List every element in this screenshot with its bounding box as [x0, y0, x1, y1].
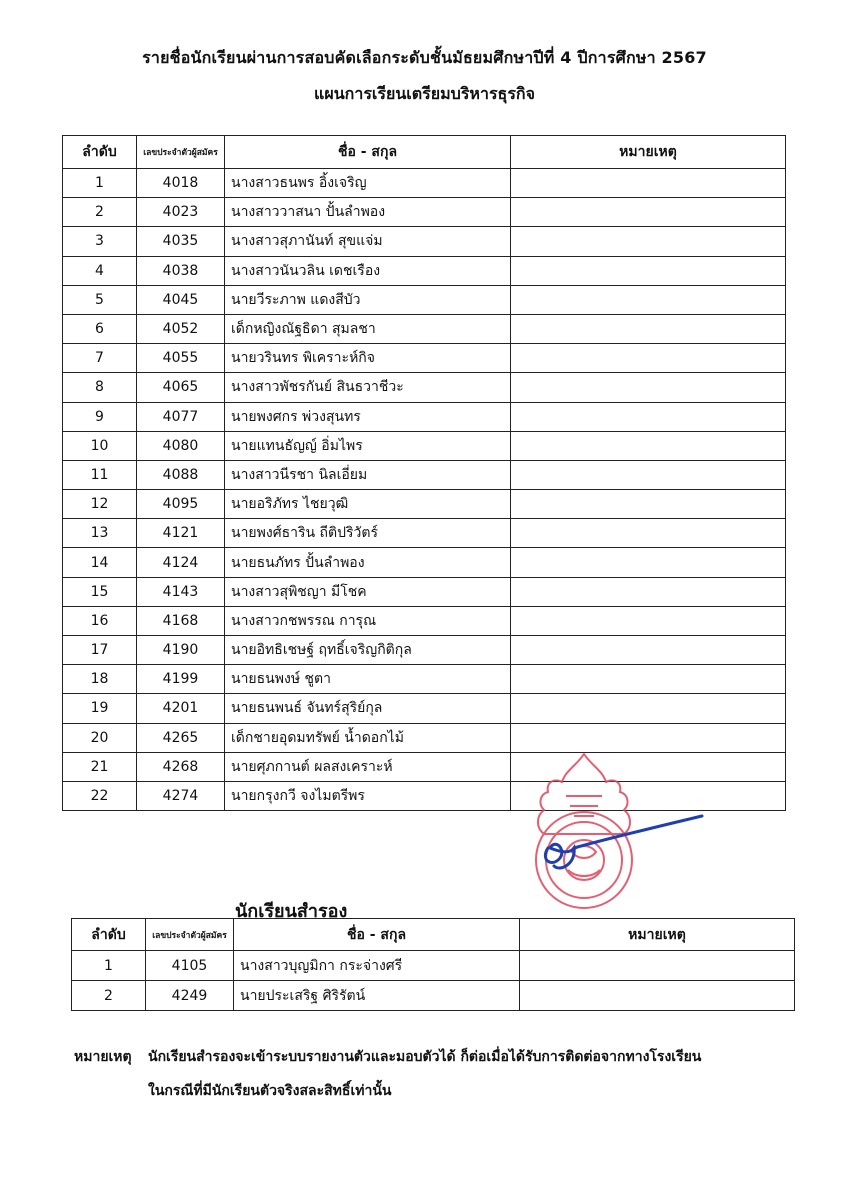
- table-row: [63, 460, 786, 489]
- table-row: [72, 951, 795, 981]
- row-remark: [511, 314, 786, 343]
- table-row: [63, 694, 786, 723]
- row-student-name: นางสาวนันวลิน เดชเรือง: [225, 256, 511, 285]
- row-student-name: นางสาววาสนา ปั้นลำพอง: [225, 198, 511, 227]
- row-student-name: นายแทนธัญญ์ อิ่มไพร: [225, 431, 511, 460]
- row-order: 16: [63, 606, 137, 635]
- row-remark: [511, 519, 786, 548]
- table-row: [63, 402, 786, 431]
- row-applicant-id: 4201: [137, 694, 225, 723]
- row-student-name: นายวรินทร พิเคราะห์กิจ: [225, 344, 511, 373]
- row-remark: [511, 431, 786, 460]
- row-student-name: นางสาวกชพรรณ การุณ: [225, 606, 511, 635]
- row-student-name: นายพงศ์ธาริน ถีติปริวัตร์: [225, 519, 511, 548]
- row-remark: [511, 665, 786, 694]
- row-remark: [511, 169, 786, 198]
- row-applicant-id: 4038: [137, 256, 225, 285]
- row-applicant-id: 4052: [137, 314, 225, 343]
- row-student-name: นางสาวบุญมิกา กระจ่างศรี: [234, 951, 520, 981]
- row-applicant-id: 4190: [137, 636, 225, 665]
- row-order: 21: [63, 752, 137, 781]
- row-applicant-id: 4045: [137, 285, 225, 314]
- col-name-header: ชื่อ - สกุล: [234, 919, 520, 951]
- table-row: [63, 577, 786, 606]
- row-order: 10: [63, 431, 137, 460]
- row-applicant-id: 4249: [146, 981, 234, 1011]
- row-student-name: นางสาวสุภานันท์ สุขแจ่ม: [225, 227, 511, 256]
- row-student-name: นายธนภัทร ปั้นลำพอง: [225, 548, 511, 577]
- row-applicant-id: 4055: [137, 344, 225, 373]
- row-remark: [520, 981, 795, 1011]
- row-remark: [520, 951, 795, 981]
- table-header-row: [63, 136, 786, 169]
- row-order: 17: [63, 636, 137, 665]
- row-applicant-id: 4124: [137, 548, 225, 577]
- selected-students-table: [62, 135, 786, 811]
- row-order: 20: [63, 723, 137, 752]
- col-applicant-id-header: เลขประจำตัวผู้สมัคร: [137, 136, 225, 169]
- row-student-name: เด็กหญิงณัฐธิดา สุมลชา: [225, 314, 511, 343]
- row-applicant-id: 4268: [137, 752, 225, 781]
- row-applicant-id: 4018: [137, 169, 225, 198]
- row-student-name: นางสาวธนพร อิ้งเจริญ: [225, 169, 511, 198]
- row-applicant-id: 4121: [137, 519, 225, 548]
- row-applicant-id: 4023: [137, 198, 225, 227]
- row-order: 13: [63, 519, 137, 548]
- footnote-label: หมายเหตุ: [74, 1049, 132, 1065]
- table-row: [63, 227, 786, 256]
- signature: [530, 808, 710, 878]
- row-applicant-id: 4065: [137, 373, 225, 402]
- row-remark: [511, 460, 786, 489]
- table-row: [63, 314, 786, 343]
- reserve-section-title: นักเรียนสำรอง: [235, 901, 348, 922]
- row-remark: [511, 256, 786, 285]
- row-order: 7: [63, 344, 137, 373]
- row-applicant-id: 4035: [137, 227, 225, 256]
- table-row: [63, 256, 786, 285]
- col-applicant-id-header: เลขประจำตัวผู้สมัคร: [146, 919, 234, 951]
- row-student-name: นายธนพนธ์ จันทร์สุริย์กุล: [225, 694, 511, 723]
- row-student-name: นางสาวสุพิชญา มีโชค: [225, 577, 511, 606]
- footnote-line-2: ในกรณีที่มีนักเรียนตัวจริงสละสิทธิ์เท่านั้น: [148, 1083, 392, 1099]
- table-row: [72, 981, 795, 1011]
- row-student-name: นายศุภกานต์ ผลสงเคราะห์: [225, 752, 511, 781]
- row-applicant-id: 4274: [137, 781, 225, 810]
- row-applicant-id: 4080: [137, 431, 225, 460]
- table-header-row: [72, 919, 795, 951]
- col-name-header: ชื่อ - สกุล: [225, 136, 511, 169]
- row-student-name: นางสาวพัชรกันย์ สินธวาชีวะ: [225, 373, 511, 402]
- row-order: 8: [63, 373, 137, 402]
- row-student-name: นายวีระภาพ แดงสีบัว: [225, 285, 511, 314]
- table-row: [63, 431, 786, 460]
- row-order: 1: [63, 169, 137, 198]
- table-row: [63, 781, 786, 810]
- row-applicant-id: 4077: [137, 402, 225, 431]
- row-order: 5: [63, 285, 137, 314]
- row-order: 19: [63, 694, 137, 723]
- row-applicant-id: 4095: [137, 490, 225, 519]
- row-remark: [511, 694, 786, 723]
- row-student-name: นายอริภัทร ไชยวุฒิ: [225, 490, 511, 519]
- row-order: 11: [63, 460, 137, 489]
- row-student-name: นายธนพงษ์ ชูตา: [225, 665, 511, 694]
- row-order: 4: [63, 256, 137, 285]
- col-remark-header: หมายเหตุ: [520, 919, 795, 951]
- table-row: [63, 373, 786, 402]
- row-remark: [511, 285, 786, 314]
- row-applicant-id: 4199: [137, 665, 225, 694]
- row-remark: [511, 344, 786, 373]
- row-student-name: นายอิทธิเชษฐ์ ฤทธิ์เจริญกิติกุล: [225, 636, 511, 665]
- row-applicant-id: 4265: [137, 723, 225, 752]
- col-order-header: ลำดับ: [63, 136, 137, 169]
- row-order: 18: [63, 665, 137, 694]
- row-student-name: นายประเสริฐ ศิริรัตน์: [234, 981, 520, 1011]
- table-row: [63, 490, 786, 519]
- row-order: 15: [63, 577, 137, 606]
- row-remark: [511, 577, 786, 606]
- table-row: [63, 519, 786, 548]
- reserve-students-table: [71, 918, 795, 1011]
- table-row: [63, 723, 786, 752]
- document-subtitle: แผนการเรียนเตรียมบริหารธุรกิจ: [314, 84, 535, 103]
- table-row: [63, 752, 786, 781]
- row-order: 22: [63, 781, 137, 810]
- document-title: รายชื่อนักเรียนผ่านการสอบคัดเลือกระดับชั้นมัธยมศึกษาปีที่ 4 ปีการศึกษา 2567: [142, 48, 707, 67]
- row-order: 6: [63, 314, 137, 343]
- table-row: [63, 548, 786, 577]
- footnote-line-1: นักเรียนสำรองจะเข้าระบบรายงานตัวและมอบตัวได้ ก็ต่อเมื่อได้รับการติดต่อจากทางโรงเรียน: [148, 1049, 702, 1065]
- row-applicant-id: 4105: [146, 951, 234, 981]
- row-applicant-id: 4088: [137, 460, 225, 489]
- row-student-name: นายกรุงกวี จงไมตรีพร: [225, 781, 511, 810]
- table-row: [63, 344, 786, 373]
- table-row: [63, 636, 786, 665]
- row-remark: [511, 198, 786, 227]
- row-order: 12: [63, 490, 137, 519]
- row-order: 14: [63, 548, 137, 577]
- row-remark: [511, 606, 786, 635]
- row-applicant-id: 4168: [137, 606, 225, 635]
- row-remark: [511, 373, 786, 402]
- row-order: 9: [63, 402, 137, 431]
- col-order-header: ลำดับ: [72, 919, 146, 951]
- table-row: [63, 606, 786, 635]
- row-remark: [511, 548, 786, 577]
- row-remark: [511, 227, 786, 256]
- row-order: 2: [63, 198, 137, 227]
- row-student-name: นางสาวนีรชา นิลเอี่ยม: [225, 460, 511, 489]
- row-order: 2: [72, 981, 146, 1011]
- row-order: 1: [72, 951, 146, 981]
- row-remark: [511, 490, 786, 519]
- row-order: 3: [63, 227, 137, 256]
- table-row: [63, 285, 786, 314]
- row-applicant-id: 4143: [137, 577, 225, 606]
- table-row: [63, 169, 786, 198]
- row-remark: [511, 402, 786, 431]
- col-remark-header: หมายเหตุ: [511, 136, 786, 169]
- row-student-name: นายพงศกร พ่วงสุนทร: [225, 402, 511, 431]
- row-remark: [511, 636, 786, 665]
- table-row: [63, 665, 786, 694]
- row-student-name: เด็กชายอุดมทรัพย์ น้ำดอกไม้: [225, 723, 511, 752]
- table-row: [63, 198, 786, 227]
